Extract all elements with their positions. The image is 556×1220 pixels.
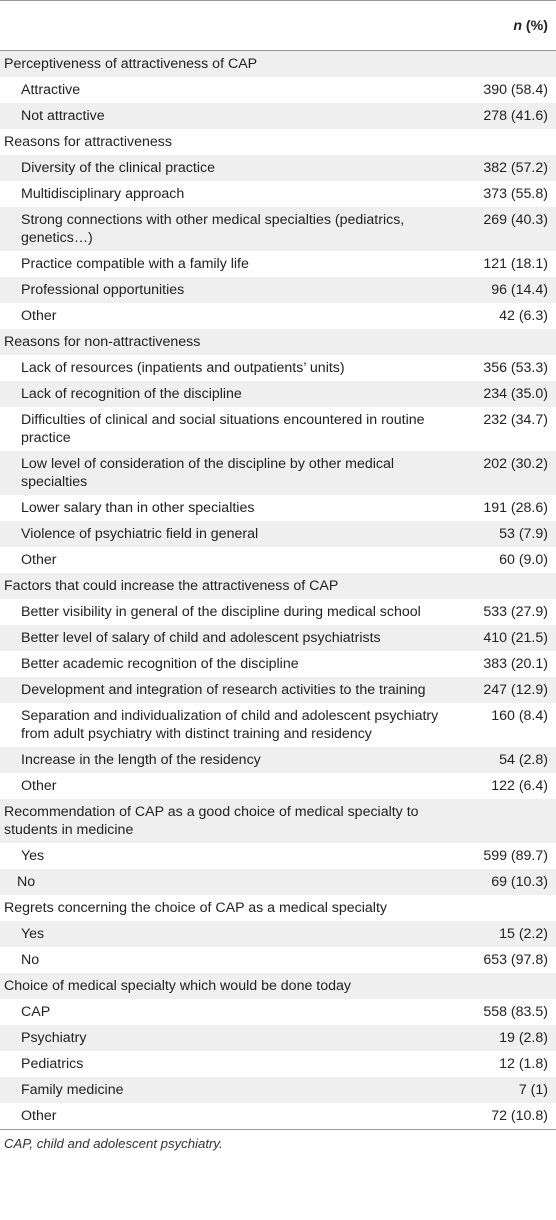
table-row bbox=[0, 181, 556, 207]
row-value: 69 (10.3) bbox=[443, 869, 556, 895]
row-value: 382 (57.2) bbox=[443, 155, 556, 181]
table-row bbox=[0, 155, 556, 181]
section-label: Reasons for non-attractiveness bbox=[0, 329, 443, 355]
row-value: 53 (7.9) bbox=[443, 521, 556, 547]
table-row bbox=[0, 1025, 556, 1051]
row-label: Better level of salary of child and adolescent psychiatrists bbox=[0, 625, 443, 651]
header-n-percent bbox=[443, 1, 556, 51]
section-label: Reasons for attractiveness bbox=[0, 129, 443, 155]
table-row bbox=[0, 1103, 556, 1130]
row-value: 15 (2.2) bbox=[443, 921, 556, 947]
row-label: Attractive bbox=[0, 77, 443, 103]
row-value: 72 (10.8) bbox=[443, 1103, 556, 1130]
row-label: CAP bbox=[0, 999, 443, 1025]
row-value: 121 (18.1) bbox=[443, 251, 556, 277]
row-value: 234 (35.0) bbox=[443, 381, 556, 407]
row-label: Low level of consideration of the discipline by other medical specialties bbox=[0, 451, 443, 495]
table-row bbox=[0, 1077, 556, 1103]
table-row bbox=[0, 495, 556, 521]
row-value bbox=[443, 895, 556, 921]
row-value: 599 (89.7) bbox=[443, 843, 556, 869]
table-row bbox=[0, 77, 556, 103]
row-label: Increase in the length of the residency bbox=[0, 747, 443, 773]
table-section-row bbox=[0, 799, 556, 843]
row-value bbox=[443, 973, 556, 999]
row-value: 60 (9.0) bbox=[443, 547, 556, 573]
row-value: 373 (55.8) bbox=[443, 181, 556, 207]
row-label: Better visibility in general of the discipline during medical school bbox=[0, 599, 443, 625]
table-row bbox=[0, 703, 556, 747]
table-row bbox=[0, 521, 556, 547]
row-value: 383 (20.1) bbox=[443, 651, 556, 677]
row-value: 202 (30.2) bbox=[443, 451, 556, 495]
table-row bbox=[0, 547, 556, 573]
row-label: No bbox=[0, 947, 443, 973]
table-row bbox=[0, 355, 556, 381]
row-value: 7 (1) bbox=[443, 1077, 556, 1103]
section-label: Factors that could increase the attractiveness of CAP bbox=[0, 573, 443, 599]
table-row bbox=[0, 251, 556, 277]
row-value: 278 (41.6) bbox=[443, 103, 556, 129]
table-section-row bbox=[0, 51, 556, 78]
table-row bbox=[0, 747, 556, 773]
table-row bbox=[0, 103, 556, 129]
row-label: Difficulties of clinical and social situations encountered in routine practice bbox=[0, 407, 443, 451]
table-row bbox=[0, 625, 556, 651]
row-label: Psychiatry bbox=[0, 1025, 443, 1051]
row-label: Other bbox=[0, 547, 443, 573]
row-label: Professional opportunities bbox=[0, 277, 443, 303]
row-value bbox=[443, 799, 556, 843]
row-value: 54 (2.8) bbox=[443, 747, 556, 773]
row-value bbox=[443, 129, 556, 155]
row-label: Yes bbox=[0, 843, 443, 869]
table-row bbox=[0, 277, 556, 303]
header-n: n bbox=[513, 17, 522, 34]
row-value bbox=[443, 329, 556, 355]
table-row bbox=[0, 599, 556, 625]
row-label: Not attractive bbox=[0, 103, 443, 129]
table-section-row bbox=[0, 895, 556, 921]
row-label: Yes bbox=[0, 921, 443, 947]
row-value: 160 (8.4) bbox=[443, 703, 556, 747]
row-label: Other bbox=[0, 1103, 443, 1130]
row-label: Diversity of the clinical practice bbox=[0, 155, 443, 181]
row-label: Lack of resources (inpatients and outpatients’ units) bbox=[0, 355, 443, 381]
row-value: 247 (12.9) bbox=[443, 677, 556, 703]
table-row bbox=[0, 921, 556, 947]
table-footnote: CAP, child and adolescent psychiatry. bbox=[4, 1136, 223, 1151]
row-value: 122 (6.4) bbox=[443, 773, 556, 799]
table-row bbox=[0, 1051, 556, 1077]
row-value: 558 (83.5) bbox=[443, 999, 556, 1025]
row-value bbox=[443, 573, 556, 599]
table-row bbox=[0, 869, 556, 895]
table-row bbox=[0, 407, 556, 451]
row-value: 533 (27.9) bbox=[443, 599, 556, 625]
table-row bbox=[0, 451, 556, 495]
row-value: 269 (40.3) bbox=[443, 207, 556, 251]
row-value: 42 (6.3) bbox=[443, 303, 556, 329]
row-label: Separation and individualization of child and adolescent psychiatry from adult psychiatry with distinct training and residency bbox=[0, 703, 443, 747]
section-label: Regrets concerning the choice of CAP as a medical specialty bbox=[0, 895, 443, 921]
table-section-row bbox=[0, 973, 556, 999]
row-label: Violence of psychiatric field in general bbox=[0, 521, 443, 547]
table-header bbox=[0, 1, 556, 51]
table-section-row bbox=[0, 129, 556, 155]
table-row bbox=[0, 651, 556, 677]
section-label: Recommendation of CAP as a good choice of medical specialty to students in medicine bbox=[0, 799, 443, 843]
row-value: 653 (97.8) bbox=[443, 947, 556, 973]
row-label: Better academic recognition of the discipline bbox=[0, 651, 443, 677]
table-row bbox=[0, 677, 556, 703]
section-label: Choice of medical specialty which would be done today bbox=[0, 973, 443, 999]
row-value: 191 (28.6) bbox=[443, 495, 556, 521]
table-row bbox=[0, 207, 556, 251]
table-row bbox=[0, 843, 556, 869]
row-label: Development and integration of research activities to the training bbox=[0, 677, 443, 703]
table-row bbox=[0, 999, 556, 1025]
table-section-row bbox=[0, 329, 556, 355]
row-value: 96 (14.4) bbox=[443, 277, 556, 303]
row-label: Family medicine bbox=[0, 1077, 443, 1103]
table-row bbox=[0, 303, 556, 329]
header-percent: (%) bbox=[521, 17, 548, 34]
header-label-cell bbox=[0, 1, 443, 51]
row-label: Practice compatible with a family life bbox=[0, 251, 443, 277]
table-section-row bbox=[0, 573, 556, 599]
row-label: Strong connections with other medical specialties (pediatrics, genetics…) bbox=[0, 207, 443, 251]
table-row bbox=[0, 773, 556, 799]
row-label: Lack of recognition of the discipline bbox=[0, 381, 443, 407]
row-value: 390 (58.4) bbox=[443, 77, 556, 103]
section-label: Perceptiveness of attractiveness of CAP bbox=[0, 51, 443, 78]
table-row bbox=[0, 947, 556, 973]
row-value bbox=[443, 51, 556, 78]
table-row bbox=[0, 381, 556, 407]
row-value: 410 (21.5) bbox=[443, 625, 556, 651]
row-label: Multidisciplinary approach bbox=[0, 181, 443, 207]
row-value: 232 (34.7) bbox=[443, 407, 556, 451]
row-value: 356 (53.3) bbox=[443, 355, 556, 381]
table-body bbox=[0, 51, 556, 1130]
row-label: Other bbox=[0, 303, 443, 329]
row-label: Other bbox=[0, 773, 443, 799]
row-label: Lower salary than in other specialties bbox=[0, 495, 443, 521]
row-label: Pediatrics bbox=[0, 1051, 443, 1077]
row-label: No bbox=[0, 869, 443, 895]
row-value: 19 (2.8) bbox=[443, 1025, 556, 1051]
row-value: 12 (1.8) bbox=[443, 1051, 556, 1077]
